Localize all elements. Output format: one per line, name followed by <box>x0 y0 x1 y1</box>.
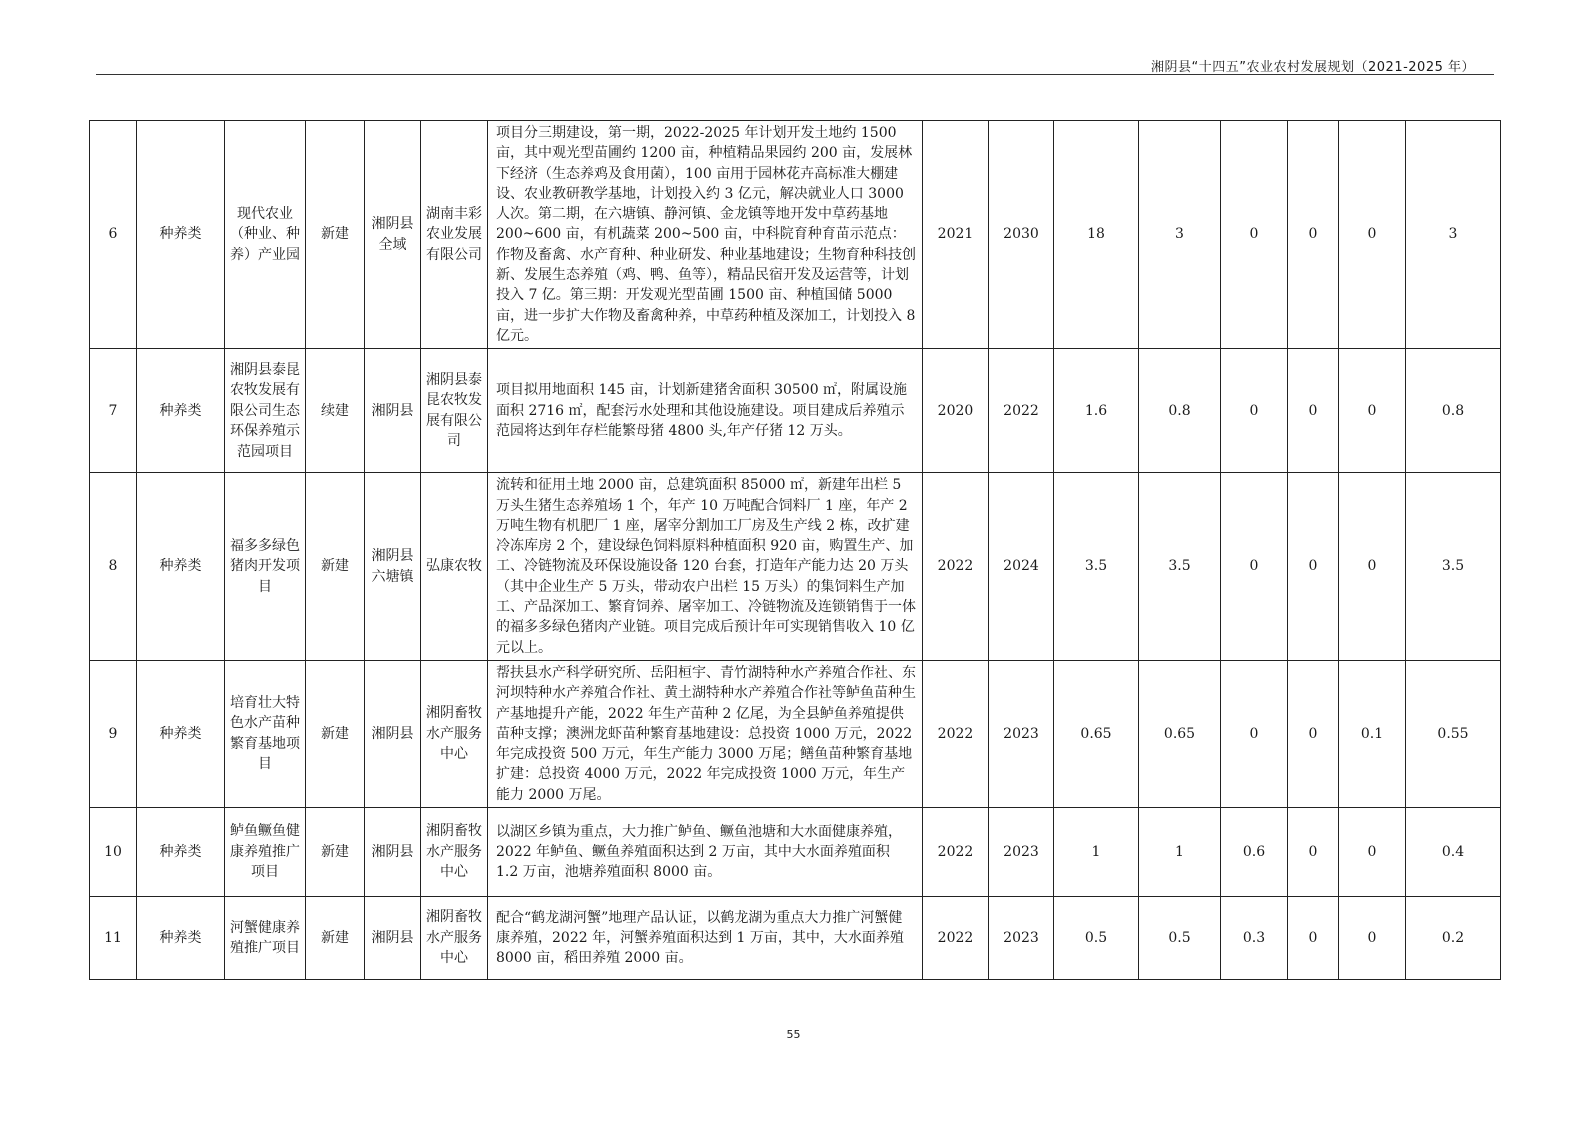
value-col-3: 0.3 <box>1221 897 1288 980</box>
construction-type: 新建 <box>306 473 365 661</box>
value-col-4: 0 <box>1288 349 1339 473</box>
project-name: 福多多绿色猪肉开发项目 <box>225 473 306 661</box>
project-location: 湘阴县 <box>365 660 421 807</box>
row-number: 7 <box>90 349 137 473</box>
start-year: 2020 <box>923 349 989 473</box>
project-location: 湘阴县 <box>365 349 421 473</box>
value-col-5: 0 <box>1339 897 1406 980</box>
value-col-6: 3.5 <box>1406 473 1501 661</box>
start-year: 2022 <box>923 473 989 661</box>
value-col-4: 0 <box>1288 473 1339 661</box>
project-name: 培育壮大特色水产苗种繁育基地项目 <box>225 660 306 807</box>
project-name: 河蟹健康养殖推广项目 <box>225 897 306 980</box>
value-col-3: 0 <box>1221 349 1288 473</box>
value-col-5: 0 <box>1339 349 1406 473</box>
project-owner: 湘阴畜牧水产服务中心 <box>421 897 488 980</box>
start-year: 2021 <box>923 121 989 349</box>
project-owner: 弘康农牧 <box>421 473 488 661</box>
start-year: 2022 <box>923 808 989 897</box>
value-col-1: 1 <box>1054 808 1139 897</box>
project-name: 现代农业（种业、种养）产业园 <box>225 121 306 349</box>
value-col-2: 3.5 <box>1139 473 1221 661</box>
value-col-5: 0.1 <box>1339 660 1406 807</box>
construction-type: 新建 <box>306 897 365 980</box>
value-col-5: 0 <box>1339 808 1406 897</box>
value-col-1: 3.5 <box>1054 473 1139 661</box>
document-header-title: 湘阴县“十四五”农业农村发展规划（2021-2025 年） <box>1151 60 1475 75</box>
end-year: 2030 <box>989 121 1054 349</box>
project-category: 种养类 <box>137 897 225 980</box>
value-col-2: 0.5 <box>1139 897 1221 980</box>
table-row <box>90 897 1501 980</box>
end-year: 2024 <box>989 473 1054 661</box>
project-plan-table <box>89 120 1501 980</box>
row-number: 6 <box>90 121 137 349</box>
value-col-2: 0.65 <box>1139 660 1221 807</box>
project-location: 湘阴县全域 <box>365 121 421 349</box>
project-name: 鲈鱼鳜鱼健康养殖推广项目 <box>225 808 306 897</box>
row-number: 11 <box>90 897 137 980</box>
construction-type: 新建 <box>306 808 365 897</box>
value-col-4: 0 <box>1288 808 1339 897</box>
project-owner: 湘阴畜牧水产服务中心 <box>421 808 488 897</box>
value-col-4: 0 <box>1288 897 1339 980</box>
value-col-2: 0.8 <box>1139 349 1221 473</box>
start-year: 2022 <box>923 660 989 807</box>
project-location: 湘阴县 <box>365 808 421 897</box>
table-row <box>90 349 1501 473</box>
end-year: 2023 <box>989 660 1054 807</box>
value-col-1: 0.65 <box>1054 660 1139 807</box>
value-col-4: 0 <box>1288 121 1339 349</box>
value-col-4: 0 <box>1288 660 1339 807</box>
project-category: 种养类 <box>137 349 225 473</box>
project-category: 种养类 <box>137 660 225 807</box>
start-year: 2022 <box>923 897 989 980</box>
value-col-5: 0 <box>1339 121 1406 349</box>
end-year: 2023 <box>989 808 1054 897</box>
project-content: 以湖区乡镇为重点，大力推广鲈鱼、鳜鱼池塘和大水面健康养殖，2022 年鲈鱼、鳜鱼养殖面积达到 2 万亩，其中大水面养殖面积 1.2 万亩，池塘养殖面积 8000 亩。 <box>488 808 923 897</box>
value-col-3: 0 <box>1221 473 1288 661</box>
value-col-2: 1 <box>1139 808 1221 897</box>
table-row <box>90 473 1501 661</box>
project-content: 帮扶县水产科学研究所、岳阳桓宇、青竹湖特种水产养殖合作社、东河坝特种水产养殖合作社、黄土湖特种水产养殖合作社等鲈鱼苗种生产基地提升产能，2022 年生产苗种 2 亿尾，为全县鲈鱼养殖提供苗种支撑；澳洲龙虾苗种繁育基地建设：总投资 1000 万元，2022 年完成投资 500 万元，年生产能力 3000 万尾；鳝鱼苗种繁育基地扩建：总投资 4000 万元，2022 年完成投资 1000 万元，年生产能力 2000 万尾。 <box>488 660 923 807</box>
value-col-3: 0.6 <box>1221 808 1288 897</box>
project-owner: 湘阴县泰昆农牧发展有限公司 <box>421 349 488 473</box>
value-col-5: 0 <box>1339 473 1406 661</box>
project-owner: 湖南丰彩农业发展有限公司 <box>421 121 488 349</box>
project-content: 配合“鹤龙湖河蟹”地理产品认证，以鹤龙湖为重点大力推广河蟹健康养殖，2022 年，河蟹养殖面积达到 1 万亩，其中，大水面养殖 8000 亩，稻田养殖 2000 亩。 <box>488 897 923 980</box>
value-col-6: 0.55 <box>1406 660 1501 807</box>
project-category: 种养类 <box>137 121 225 349</box>
header-divider <box>96 74 1494 75</box>
project-category: 种养类 <box>137 808 225 897</box>
project-content: 流转和征用土地 2000 亩，总建筑面积 85000 ㎡，新建年出栏 5 万头生猪生态养殖场 1 个，年产 10 万吨配合饲料厂 1 座，年产 2 万吨生物有机肥厂 1 座，屠宰分割加工厂房及生产线 2 栋，改扩建冷冻库房 2 个，建设绿色饲料原料种植面积 920 亩，购置生产、加工、冷链物流及环保设施设备 120 台套，打造年产能力达 20 万头（其中企业生产 5 万头，带动农户出栏 15 万头）的集饲料生产加工、产品深加工、繁育饲养、屠宰加工、冷链物流及连锁销售于一体的福多多绿色猪肉产业链。项目完成后预计年可实现销售收入 10 亿元以上。 <box>488 473 923 661</box>
construction-type: 续建 <box>306 349 365 473</box>
project-location: 湘阴县六塘镇 <box>365 473 421 661</box>
value-col-6: 0.4 <box>1406 808 1501 897</box>
table-row <box>90 660 1501 807</box>
project-content: 项目拟用地面积 145 亩，计划新建猪舍面积 30500 ㎡，附属设施面积 2716 ㎡，配套污水处理和其他设施建设。项目建成后养殖示范园将达到年存栏能繁母猪 4800 头,年产仔猪 12 万头。 <box>488 349 923 473</box>
construction-type: 新建 <box>306 660 365 807</box>
value-col-6: 3 <box>1406 121 1501 349</box>
row-number: 9 <box>90 660 137 807</box>
value-col-2: 3 <box>1139 121 1221 349</box>
end-year: 2022 <box>989 349 1054 473</box>
table-row <box>90 121 1501 349</box>
construction-type: 新建 <box>306 121 365 349</box>
value-col-6: 0.8 <box>1406 349 1501 473</box>
end-year: 2023 <box>989 897 1054 980</box>
project-content: 项目分三期建设，第一期，2022-2025 年计划开发土地约 1500 亩，其中观光型苗圃约 1200 亩，种植精品果园约 200 亩，发展林下经济（生态养鸡及食用菌），100 亩用于园林花卉高标准大棚建设、农业教研教学基地，计划投入约 3 亿元，解决就业人口 3000 人次。第二期，在六塘镇、静河镇、金龙镇等地开发中草药基地 200~600 亩，有机蔬菜 200~500 亩，中科院育种育苗示范点：作物及畜禽、水产育种、种业研发、种业基地建设；生物育种科技创新、发展生态养殖（鸡、鸭、鱼等），精品民宿开发及运营等，计划投入 7 亿。第三期：开发观光型苗圃 1500 亩、种植国储 5000 亩，进一步扩大作物及畜禽种养，中草药种植及深加工，计划投入 8 亿元。 <box>488 121 923 349</box>
row-number: 8 <box>90 473 137 661</box>
table-row <box>90 808 1501 897</box>
value-col-3: 0 <box>1221 121 1288 349</box>
project-name: 湘阴县泰昆农牧发展有限公司生态环保养殖示范园项目 <box>225 349 306 473</box>
page-number: 55 <box>786 1028 801 1041</box>
project-category: 种养类 <box>137 473 225 661</box>
value-col-1: 18 <box>1054 121 1139 349</box>
value-col-1: 1.6 <box>1054 349 1139 473</box>
value-col-1: 0.5 <box>1054 897 1139 980</box>
project-location: 湘阴县 <box>365 897 421 980</box>
value-col-3: 0 <box>1221 660 1288 807</box>
value-col-6: 0.2 <box>1406 897 1501 980</box>
row-number: 10 <box>90 808 137 897</box>
project-owner: 湘阴畜牧水产服务中心 <box>421 660 488 807</box>
